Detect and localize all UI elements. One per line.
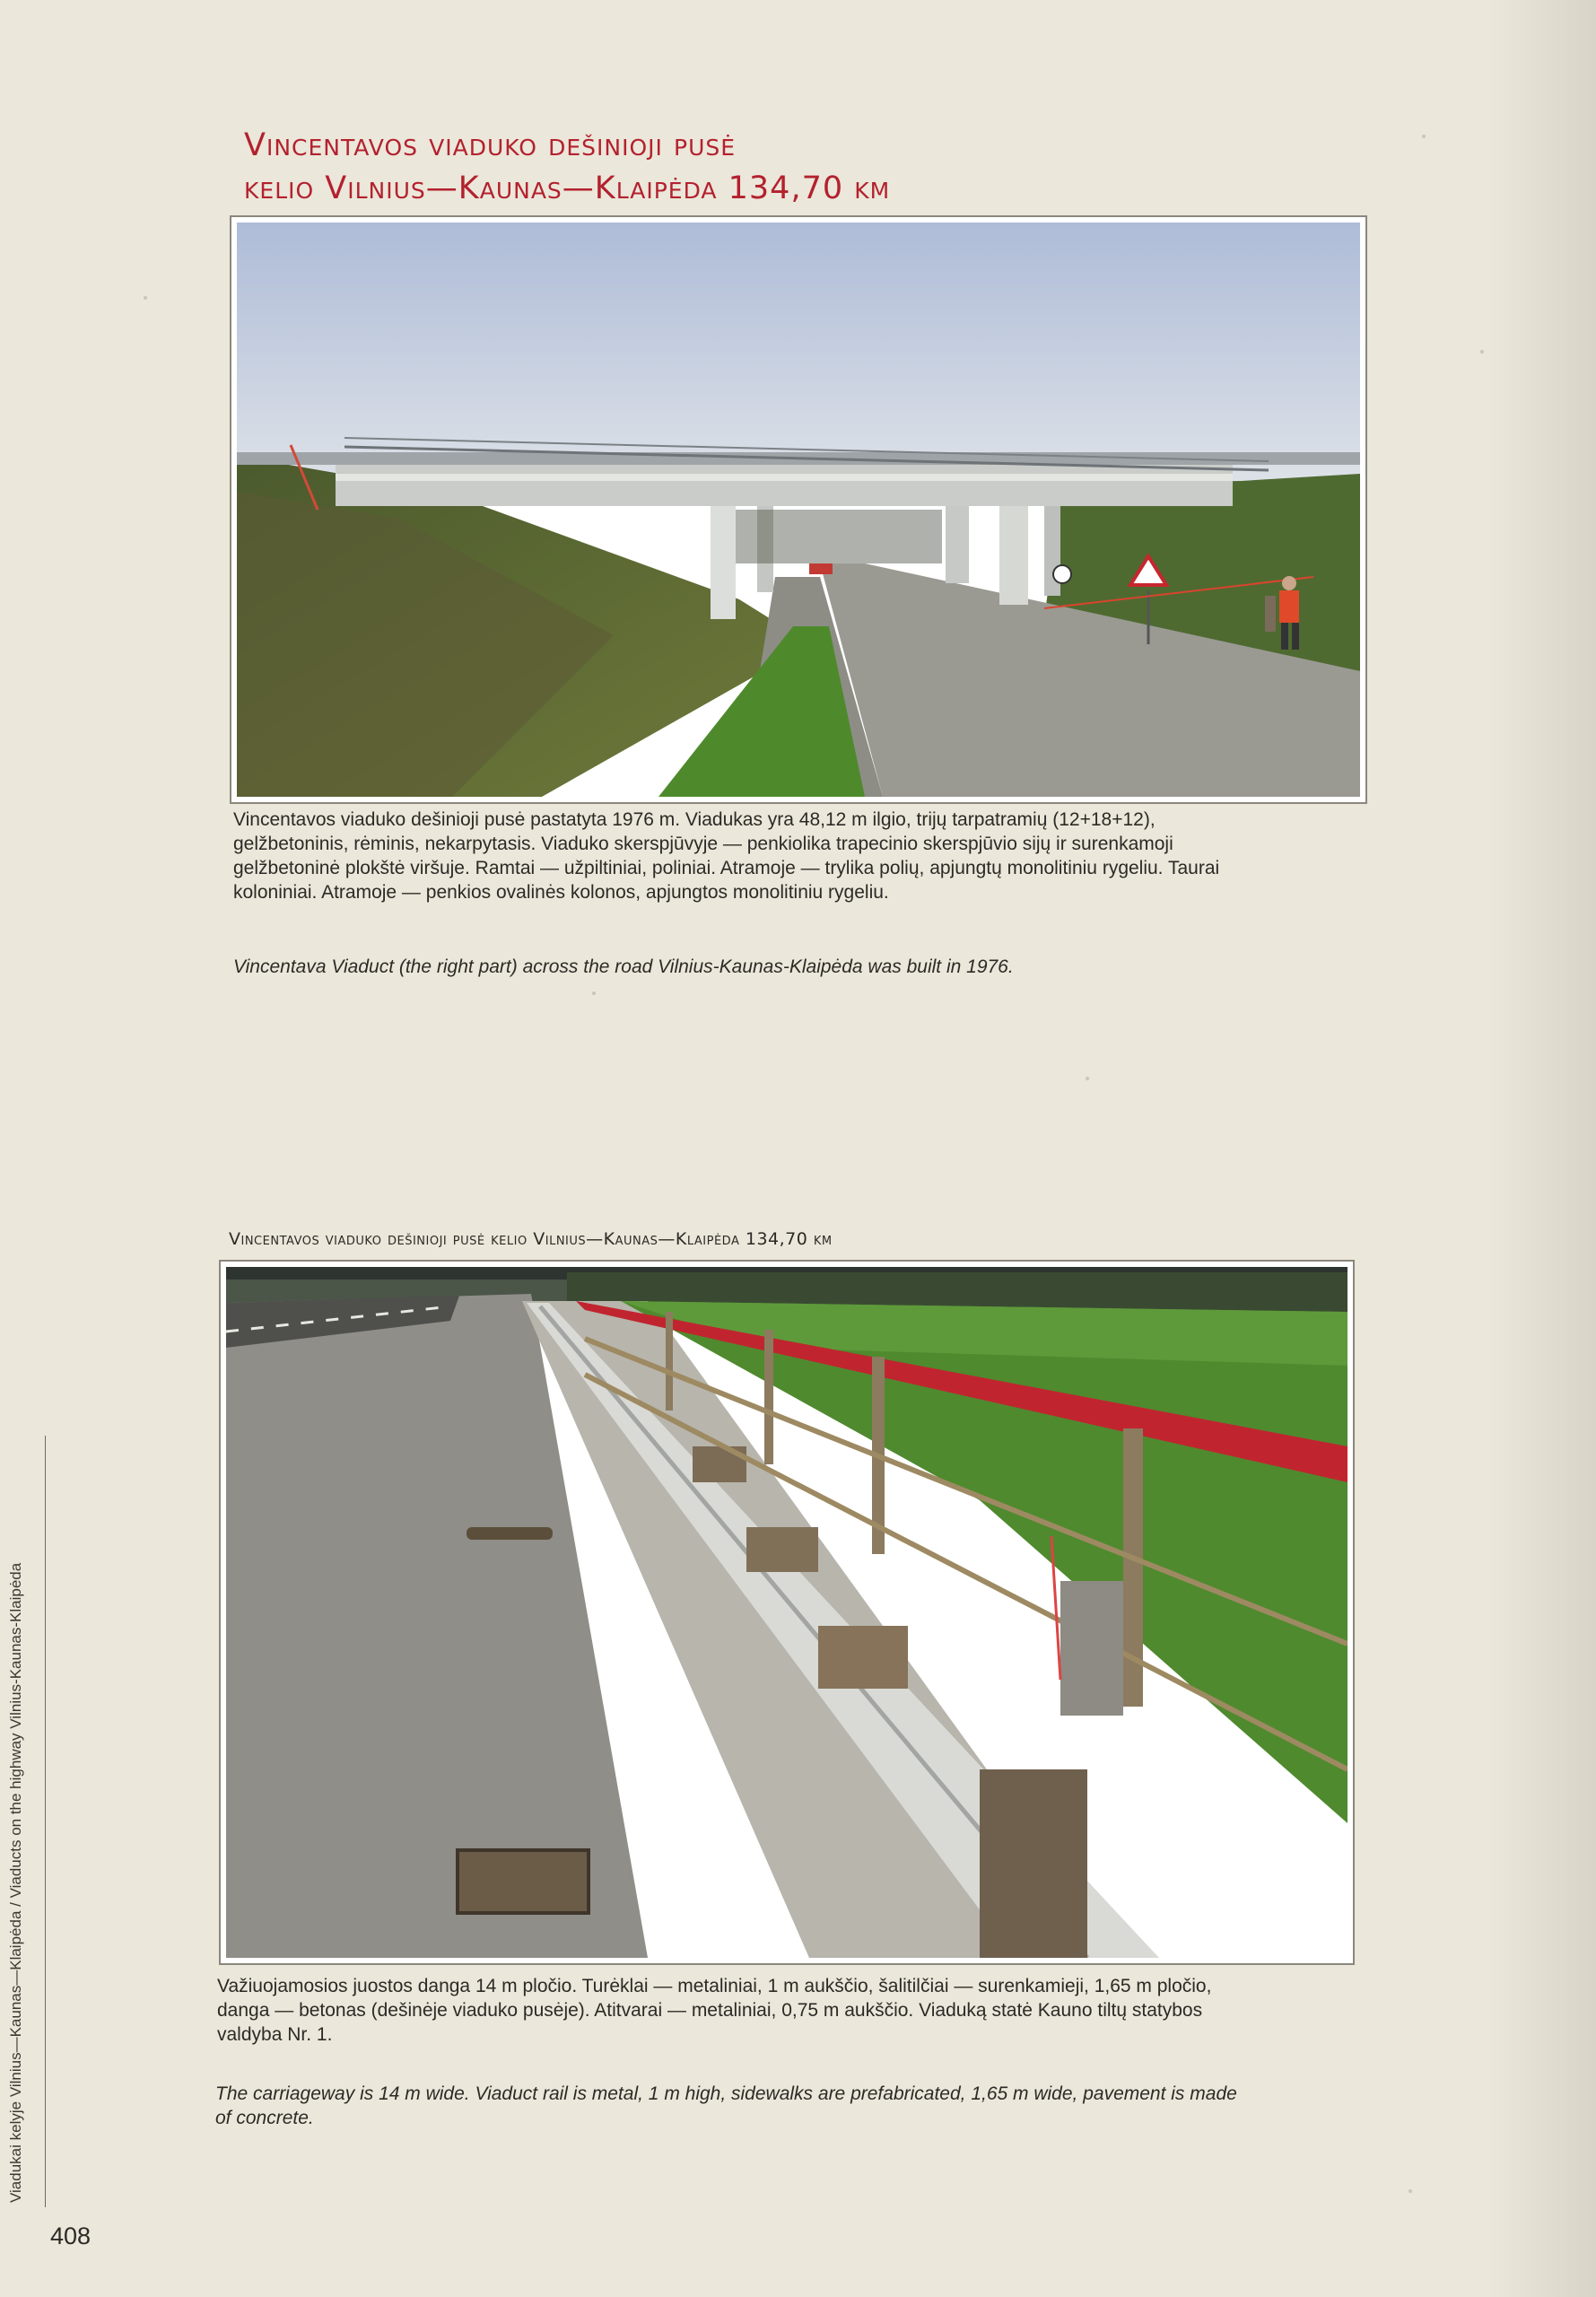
caption-lt-1-line-3: gelžbetoninė plokštė viršuje. Ramtai — užpiltiniai, poliniai. Atramoje — trylika polių, apjungtų monolitiniu rygeliu. Taurai — [233, 858, 1220, 878]
paper-fleck — [1086, 1077, 1089, 1080]
caption-lt-2-line-3: valdyba Nr. 1. — [217, 2024, 333, 2045]
caption-lt-2-line-2: danga — betonas (dešinėje viaduko pusėje). Atitvarai — metaliniai, 0,75 m aukščio. Viaduką statė Kauno tiltų statybos — [217, 2000, 1203, 2021]
paper-fleck — [1408, 2189, 1412, 2193]
caption-lt-1-line-4: koloniniai. Atramoje — penkios ovalinės kolonos, apjungtos monolitiniu rygeliu. — [233, 882, 889, 903]
side-rule — [45, 1436, 46, 2207]
paper-fleck — [592, 991, 596, 995]
viaduct-photo — [237, 223, 1360, 797]
caption-lt-1 — [233, 808, 1346, 904]
viaduct-photo-frame — [230, 215, 1367, 804]
caption-en-1: Vincentava Viaduct (the right part) across the road Vilnius-Kaunas-Klaipėda was built in 1976. — [233, 956, 1014, 977]
paper-fleck — [1480, 350, 1484, 354]
caption-lt-2-line-1: Važiuojamosios juostos danga 14 m pločio. Turėklai — metaliniai, 1 m aukščio, šalitilčiai — surenkamieji, 1,65 m pločio, — [217, 1976, 1212, 1996]
caption-lt-1-line-2: gelžbetoninis, rėminis, nekarpytasis. Viaduko skerspjūvyje — penkiolika trapecinio skerspjūvio sijų ir surenkamoji — [233, 834, 1173, 854]
section-2-title: Vincentavos viaduko dešinioji pusė kelio Vilnius—Kaunas—Klaipėda 134,70 km — [229, 1229, 833, 1249]
caption-en-2 — [215, 2082, 1337, 2130]
caption-lt-1-line-1: Vincentavos viaduko dešinioji pusė pastatyta 1976 m. Viadukas yra 48,12 m ilgio, trijų tarpatramių (12+18+12), — [233, 809, 1156, 830]
page-edge-shadow — [1488, 0, 1596, 2297]
running-title: Viadukai kelyje Vilnius—Kaunas—Klaipėda / Viaducts on the highway Vilnius-Kaunas-Klaipėda — [7, 1562, 24, 2203]
page-number: 408 — [50, 2223, 92, 2249]
paper-fleck — [1422, 135, 1426, 138]
caption-en-2-line-1: The carriageway is 14 m wide. Viaduct rail is metal, 1 m high, sidewalks are prefabricated, 1,65 m wide, pavement is made — [215, 2083, 1237, 2104]
title-line-2: kelio Vilnius—Kaunas—Klaipėda 134,70 km — [244, 170, 891, 206]
sidewalk-photo-frame — [219, 1260, 1355, 1965]
sidewalk-photo — [226, 1267, 1347, 1958]
title-line-1: Vincentavos viaduko dešinioji pusė — [244, 127, 737, 163]
caption-lt-2 — [217, 1974, 1339, 2047]
paper-fleck — [144, 296, 147, 300]
page-title — [244, 124, 890, 210]
caption-en-2-line-2: of concrete. — [215, 2108, 314, 2128]
